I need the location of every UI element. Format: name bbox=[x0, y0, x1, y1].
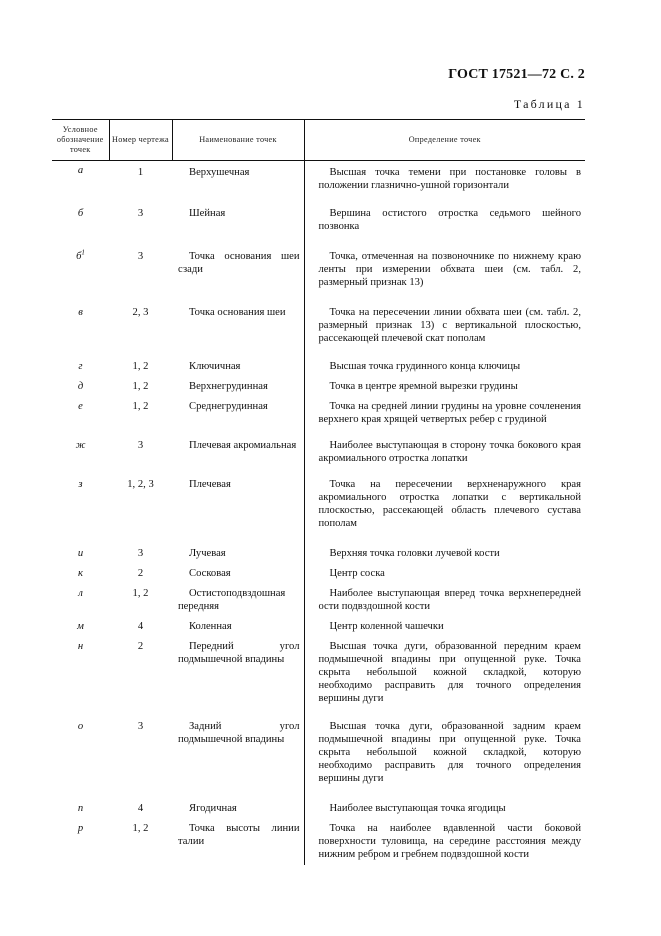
table-row bbox=[52, 617, 585, 637]
point-code bbox=[52, 637, 109, 717]
point-definition: Высшая точка дуги, образованной задним краем подмышечной впадины при опущенной руке. Точка скрыта небольшой кожной складкой, которую необходимо расправить для точного определения вершины дуги bbox=[304, 717, 585, 799]
point-code bbox=[52, 799, 109, 819]
point-code-text: к bbox=[78, 568, 83, 579]
point-definition: Высшая точка темени при постановке головы в положении глазнично-ушной горизонтали bbox=[304, 161, 585, 205]
point-name: Сосковая bbox=[189, 568, 231, 579]
column-header-code: Условное обозначение точек bbox=[52, 120, 109, 161]
drawing-number: 1, 2 bbox=[132, 381, 149, 392]
table-row bbox=[52, 436, 585, 475]
point-code-text: б bbox=[77, 208, 84, 219]
drawing-number: 2, 3 bbox=[132, 307, 149, 318]
point-definition: Высшая точка дуги, образованной передним краем подмышечной впадины при опущенной руке. Точка скрыта небольшой кожной складкой, которую необходимо расправить для точного определения вершины дуги bbox=[304, 637, 585, 717]
point-definition: Точка на пересечении линии обхвата шеи (см. табл. 2, размерный признак 13) с вертикальной плоскостью, рассекающей плечевой скат пополам bbox=[304, 303, 585, 357]
drawing-number: 3 bbox=[137, 548, 144, 559]
point-definition: Точка на пересечении верхненаружного края акромиального отростка лопатки с вертикальной плоскостью, рассекающей область плечевого сустава пополам bbox=[304, 475, 585, 544]
point-name: Точка основания шеи bbox=[189, 307, 286, 318]
drawing-number: 2 bbox=[137, 568, 144, 579]
point-name: Среднегрудинная bbox=[189, 401, 268, 412]
point-code bbox=[52, 357, 109, 377]
point-name: Ключичная bbox=[189, 361, 241, 372]
point-code-text: а bbox=[77, 165, 84, 176]
drawing-number: 1, 2 bbox=[132, 823, 149, 834]
column-header-drawing: Номер чертежа bbox=[109, 120, 172, 161]
point-name: Лучевая bbox=[189, 548, 226, 559]
point-code-text: ж bbox=[75, 440, 86, 451]
point-definition: Высшая точка грудинного конца ключицы bbox=[304, 357, 585, 377]
point-code-text: п bbox=[77, 803, 84, 814]
point-definition: Наиболее выступающая вперед точка верхнепередней ости подвздошной кости bbox=[304, 584, 585, 617]
point-name: Плечевая акромиальная bbox=[189, 440, 297, 451]
points-table bbox=[52, 119, 585, 865]
point-code bbox=[52, 303, 109, 357]
column-header-definition: Определение точек bbox=[304, 120, 585, 161]
point-code-text: о bbox=[77, 721, 84, 732]
drawing-number: 1, 2 bbox=[132, 401, 149, 412]
drawing-number: 4 bbox=[137, 803, 144, 814]
point-definition: Центр коленной чашечки bbox=[304, 617, 585, 637]
table-row bbox=[52, 544, 585, 564]
drawing-number: 3 bbox=[137, 721, 144, 732]
point-code bbox=[52, 436, 109, 475]
drawing-number: 1, 2, 3 bbox=[127, 479, 154, 490]
drawing-number: 3 bbox=[137, 251, 144, 262]
point-definition: Наиболее выступающая в сторону точка бокового края акромиального отростка лопатки bbox=[304, 436, 585, 475]
point-code-text: в bbox=[78, 307, 83, 318]
point-definition: Вершина остистого отростка седьмого шейного позвонка bbox=[304, 204, 585, 247]
point-code-text: м bbox=[77, 621, 84, 632]
table-row bbox=[52, 247, 585, 303]
point-code bbox=[52, 717, 109, 799]
table-row bbox=[52, 717, 585, 799]
table-row bbox=[52, 397, 585, 436]
point-name: Точка основания шеи сзади bbox=[178, 251, 300, 275]
point-name: Шейная bbox=[189, 208, 226, 219]
point-code bbox=[52, 584, 109, 617]
table-row bbox=[52, 204, 585, 247]
point-name: Верхнегрудинная bbox=[189, 381, 268, 392]
point-code-superscript: 1 bbox=[81, 248, 85, 257]
table-row bbox=[52, 377, 585, 397]
point-code-text: г bbox=[78, 361, 83, 372]
point-code bbox=[52, 544, 109, 564]
table-row bbox=[52, 799, 585, 819]
point-definition: Точка на средней линии грудины на уровне сочленения верхнего края хрящей четвертых ребер с грудиной bbox=[304, 397, 585, 436]
point-name: Передний угол подмышечной впадины bbox=[178, 641, 300, 665]
point-name: Задний угол подмышечной впадины bbox=[178, 721, 300, 745]
point-code bbox=[52, 397, 109, 436]
column-header-name: Наименование точек bbox=[172, 120, 304, 161]
point-definition: Наиболее выступающая точка ягодицы bbox=[304, 799, 585, 819]
point-definition: Точка, отмеченная на позвоночнике по нижнему краю ленты при измерении обхвата шеи (см. табл. 2, размерный признак 13) bbox=[304, 247, 585, 303]
drawing-number: 2 bbox=[137, 641, 144, 652]
drawing-number: 1, 2 bbox=[132, 588, 149, 599]
point-definition: Точка в центре яремной вырезки грудины bbox=[304, 377, 585, 397]
point-code bbox=[52, 564, 109, 584]
point-code-text: и bbox=[77, 548, 84, 559]
point-code-text: р bbox=[77, 823, 84, 834]
point-name: Точка высоты линии талии bbox=[178, 823, 300, 847]
table-row bbox=[52, 357, 585, 377]
point-code-text: н bbox=[77, 641, 84, 652]
point-code bbox=[52, 617, 109, 637]
point-name: Коленная bbox=[189, 621, 232, 632]
point-name: Ягодичная bbox=[189, 803, 237, 814]
drawing-number: 4 bbox=[137, 621, 144, 632]
point-code-text: з bbox=[78, 479, 83, 490]
page-header: ГОСТ 17521—72 С. 2 bbox=[448, 67, 585, 82]
point-code bbox=[52, 377, 109, 397]
point-name: Плечевая bbox=[189, 479, 231, 490]
table-row bbox=[52, 564, 585, 584]
point-code-text: е bbox=[78, 401, 83, 412]
drawing-number: 1 bbox=[137, 167, 144, 178]
point-code bbox=[52, 247, 109, 303]
point-definition: Центр соска bbox=[304, 564, 585, 584]
drawing-number: 3 bbox=[137, 208, 144, 219]
point-definition: Верхняя точка головки лучевой кости bbox=[304, 544, 585, 564]
point-code bbox=[52, 819, 109, 865]
drawing-number: 3 bbox=[137, 440, 144, 451]
table-body bbox=[52, 161, 585, 866]
table-row bbox=[52, 475, 585, 544]
point-code bbox=[52, 475, 109, 544]
table-row bbox=[52, 584, 585, 617]
drawing-number: 1, 2 bbox=[132, 361, 149, 372]
table-row bbox=[52, 637, 585, 717]
point-code-text: д bbox=[77, 381, 84, 392]
point-code bbox=[52, 161, 109, 205]
point-code-text: б bbox=[76, 251, 82, 262]
point-name: Остистоподвздошная передняя bbox=[178, 588, 286, 612]
point-code bbox=[52, 204, 109, 247]
table-row bbox=[52, 303, 585, 357]
table-header-row bbox=[52, 120, 585, 161]
point-code-text: л bbox=[78, 588, 83, 599]
point-name: Верхушечная bbox=[189, 167, 250, 178]
table-row bbox=[52, 819, 585, 865]
table-row bbox=[52, 161, 585, 205]
point-definition: Точка на наиболее вдавленной части боковой поверхности туловища, на середине расстояния между нижним ребром и гребнем подвздошной кости bbox=[304, 819, 585, 865]
table-title: Таблица 1 bbox=[513, 97, 585, 111]
